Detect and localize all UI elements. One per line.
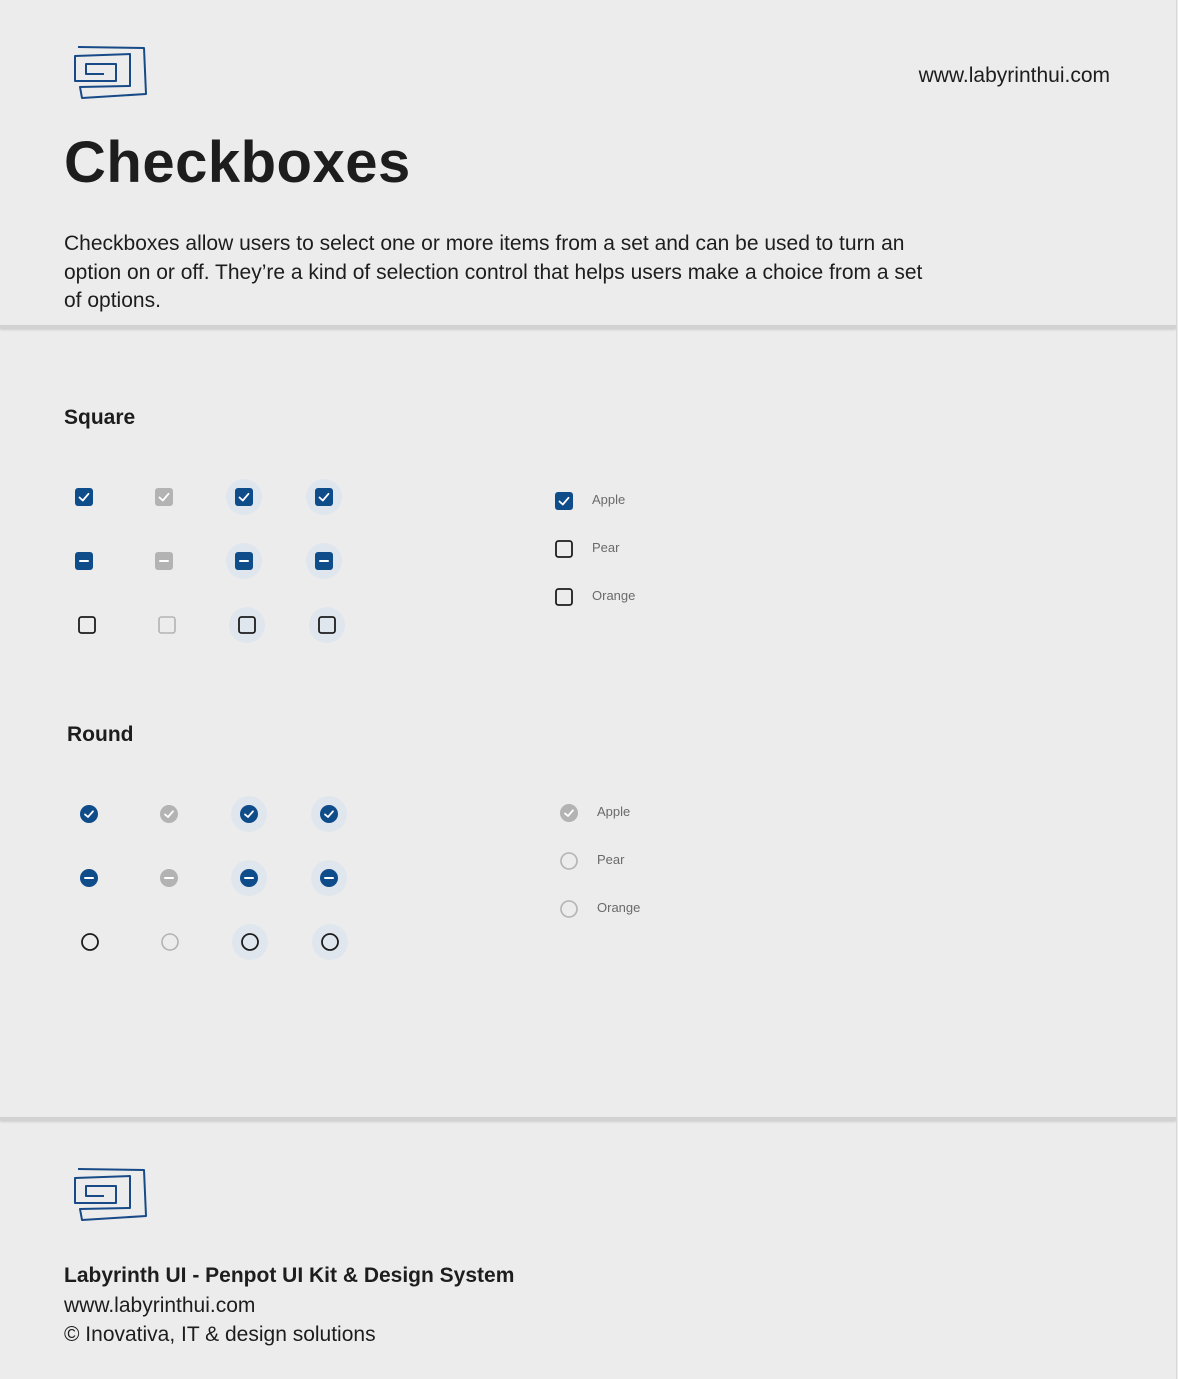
square-section-title: Square	[64, 406, 136, 429]
round-list-label-apple[interactable]: Apple	[597, 804, 631, 819]
round-unchecked-focus-checkbox[interactable]	[312, 924, 348, 960]
square-checked-checkbox[interactable]	[66, 479, 102, 515]
round-checked-checkbox[interactable]	[71, 796, 107, 832]
square-indeterminate-hover-checkbox[interactable]	[226, 543, 262, 579]
square-indeterminate-checkbox[interactable]	[66, 543, 102, 579]
round-checked-focus-checkbox[interactable]	[311, 796, 347, 832]
square-list-label-orange[interactable]: Orange	[592, 588, 636, 603]
square-list-label-pear[interactable]: Pear	[592, 540, 620, 555]
round-unchecked-disabled-checkbox[interactable]	[152, 924, 188, 960]
round-checked-hover-checkbox[interactable]	[231, 796, 267, 832]
round-indeterminate-disabled-checkbox[interactable]	[151, 860, 187, 896]
square-unchecked-hover-checkbox[interactable]	[229, 607, 265, 643]
square-unchecked-disabled-checkbox[interactable]	[149, 607, 185, 643]
square-list-checkbox-apple[interactable]	[546, 483, 582, 519]
square-list-label-apple[interactable]: Apple	[592, 492, 626, 507]
header-divider	[0, 325, 1176, 329]
round-indeterminate-checkbox[interactable]	[71, 860, 107, 896]
header-url[interactable]: www.labyrinthui.com	[918, 64, 1110, 87]
page-title: Checkboxes	[64, 130, 411, 195]
round-unchecked-checkbox[interactable]	[72, 924, 108, 960]
square-list-checkbox-orange[interactable]	[546, 579, 582, 615]
square-indeterminate-focus-checkbox[interactable]	[306, 543, 342, 579]
page-description: Checkboxes allow users to select one or more items from a set and can be used to turn an option on or off. They’re a kind of selection control that helps users make a choice from a set of options.	[64, 232, 923, 312]
footer-divider	[0, 1117, 1176, 1121]
square-unchecked-checkbox[interactable]	[69, 607, 105, 643]
labyrinth-logo-icon	[72, 44, 148, 100]
square-list-checkbox-pear[interactable]	[546, 531, 582, 567]
right-edge-border	[1176, 0, 1177, 1379]
round-indeterminate-hover-checkbox[interactable]	[231, 860, 267, 896]
round-list-label-pear[interactable]: Pear	[597, 852, 625, 867]
round-indeterminate-focus-checkbox[interactable]	[311, 860, 347, 896]
footer-labyrinth-logo-icon	[72, 1166, 148, 1222]
square-indeterminate-disabled-checkbox[interactable]	[146, 543, 182, 579]
footer-url[interactable]: www.labyrinthui.com	[64, 1294, 256, 1317]
round-section-title: Round	[67, 723, 134, 746]
round-list-checkbox-orange[interactable]	[551, 891, 587, 927]
square-checked-hover-checkbox[interactable]	[226, 479, 262, 515]
round-list-label-orange[interactable]: Orange	[597, 900, 641, 915]
square-checked-disabled-checkbox[interactable]	[146, 479, 182, 515]
round-list-checkbox-apple[interactable]	[551, 795, 587, 831]
footer-copyright: © Inovativa, IT & design solutions	[64, 1323, 376, 1346]
square-unchecked-focus-checkbox[interactable]	[309, 607, 345, 643]
round-checked-disabled-checkbox[interactable]	[151, 796, 187, 832]
square-checked-focus-checkbox[interactable]	[306, 479, 342, 515]
round-unchecked-hover-checkbox[interactable]	[232, 924, 268, 960]
round-list-checkbox-pear[interactable]	[551, 843, 587, 879]
footer-title: Labyrinth UI - Penpot UI Kit & Design System	[64, 1264, 515, 1287]
